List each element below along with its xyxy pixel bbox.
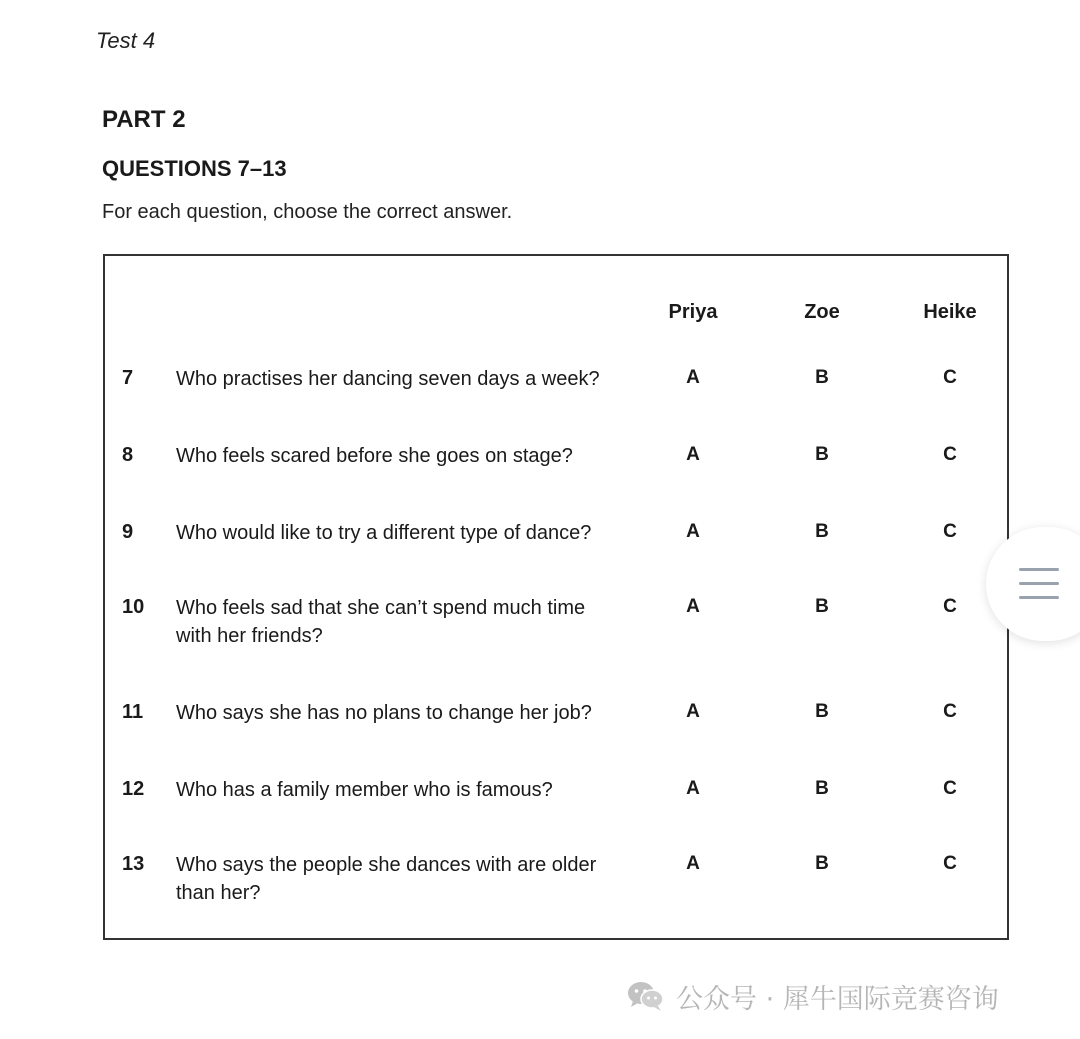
option-c[interactable]: C — [943, 444, 957, 465]
questions-title: QUESTIONS 7–13 — [102, 156, 287, 181]
question-text: Who says the people she dances with are older than her? — [176, 854, 597, 904]
column-header-heike: Heike — [923, 301, 977, 323]
option-c[interactable]: C — [943, 596, 957, 617]
instruction-text: For each question, choose the correct answer. — [102, 201, 513, 223]
option-b[interactable]: B — [815, 444, 829, 465]
wechat-icon — [626, 980, 666, 1012]
option-a[interactable]: A — [686, 596, 700, 617]
question-text: Who practises her dancing seven days a week? — [176, 368, 600, 390]
option-a[interactable]: A — [686, 521, 700, 542]
test-label: Test 4 — [96, 28, 156, 53]
column-header-zoe: Zoe — [804, 301, 840, 323]
option-b[interactable]: B — [815, 778, 829, 799]
option-c[interactable]: C — [943, 367, 957, 388]
question-number: 12 — [122, 778, 145, 800]
question-text: Who says she has no plans to change her job? — [176, 702, 592, 724]
question-text: Who feels sad that she can’t spend much time with her friends? — [176, 597, 586, 647]
option-a[interactable]: A — [686, 701, 700, 722]
part-title: PART 2 — [102, 106, 186, 133]
watermark — [626, 978, 999, 1014]
option-a[interactable]: A — [686, 444, 700, 465]
question-number: 8 — [122, 444, 134, 466]
question-number: 11 — [122, 701, 144, 723]
question-text: Who feels scared before she goes on stage? — [176, 445, 573, 467]
option-c[interactable]: C — [943, 853, 957, 874]
option-b[interactable]: B — [815, 367, 829, 388]
question-number: 7 — [122, 367, 134, 389]
option-b[interactable]: B — [815, 853, 829, 874]
watermark-text: 公众号 · 犀牛国际竞赛咨询 — [676, 983, 999, 1015]
option-c[interactable]: C — [943, 778, 957, 799]
question-number: 13 — [122, 853, 145, 875]
option-a[interactable]: A — [686, 778, 700, 799]
option-b[interactable]: B — [815, 521, 829, 542]
option-a[interactable]: A — [686, 853, 700, 874]
question-number: 10 — [122, 596, 145, 618]
option-a[interactable]: A — [686, 367, 700, 388]
question-text: Who has a family member who is famous? — [176, 779, 553, 801]
option-b[interactable]: B — [815, 701, 829, 722]
question-number: 9 — [122, 521, 134, 543]
option-c[interactable]: C — [943, 521, 957, 542]
question-text: Who would like to try a different type of dance? — [176, 522, 592, 544]
column-header-priya: Priya — [668, 301, 718, 323]
option-c[interactable]: C — [943, 701, 957, 722]
option-b[interactable]: B — [815, 596, 829, 617]
